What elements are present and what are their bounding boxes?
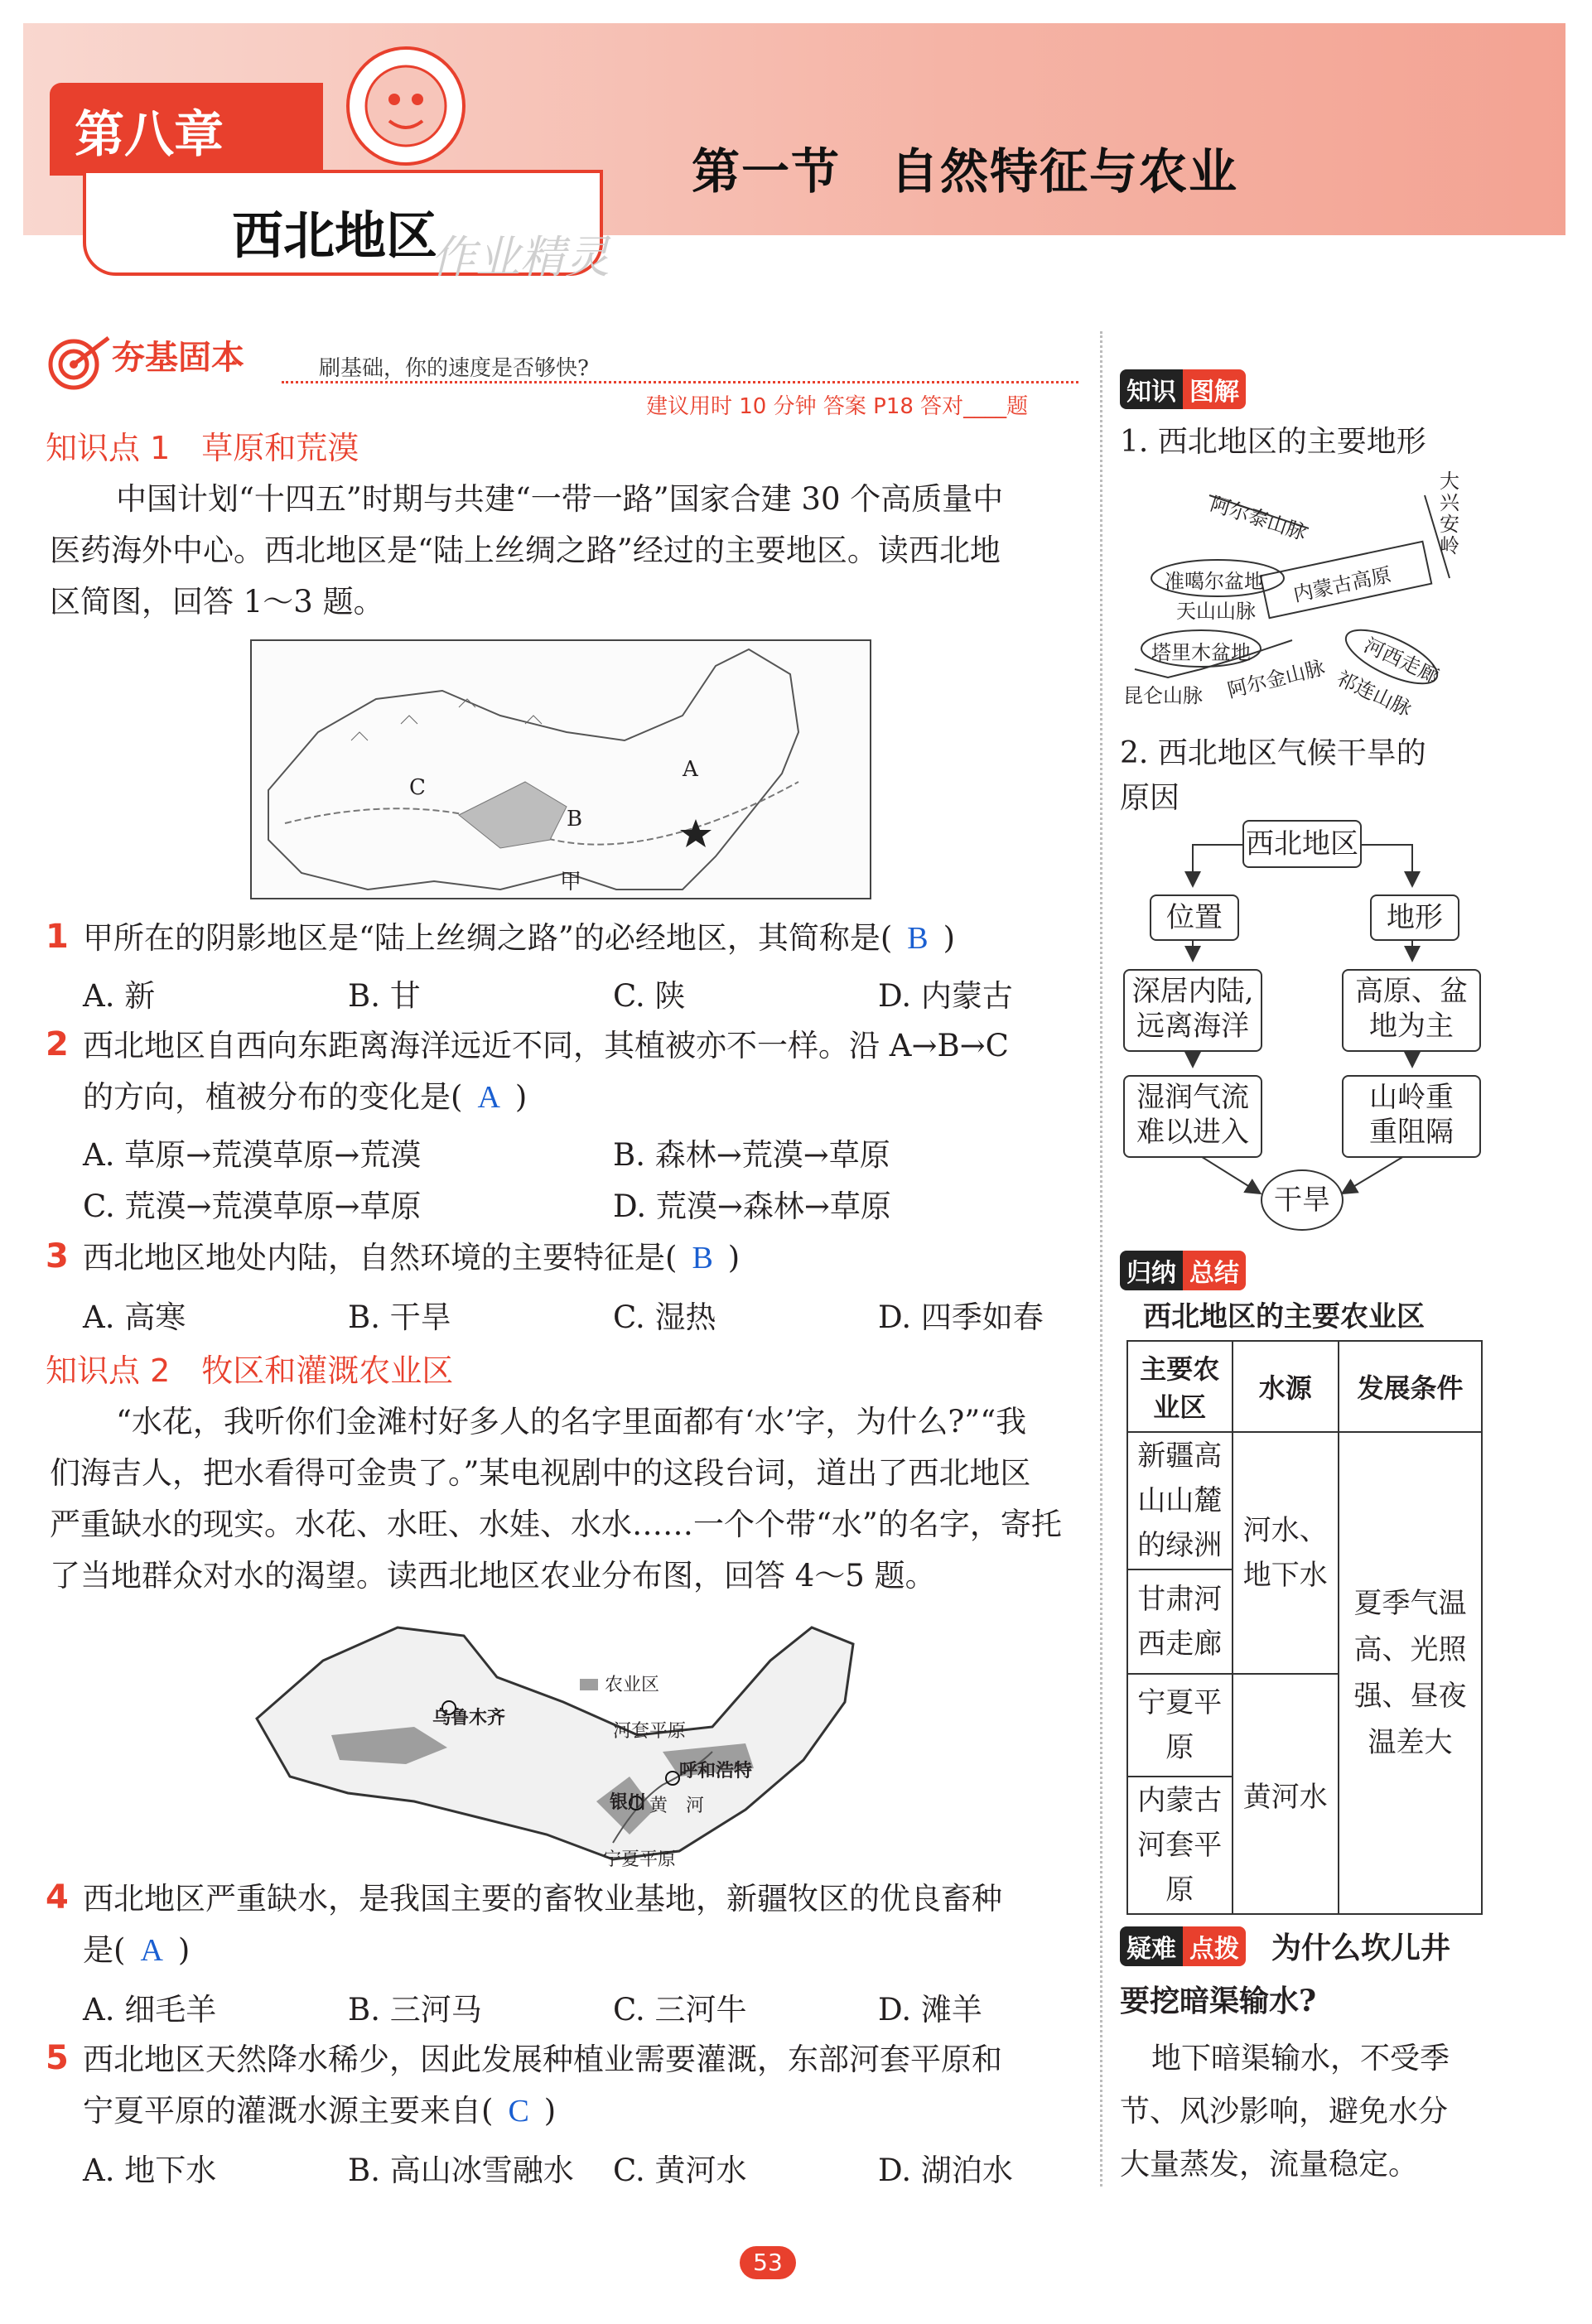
flow-right3-line1: 山岭重 (1369, 1081, 1454, 1114)
terrain-altun: 阿尔金山脉 (1225, 655, 1328, 703)
kp1-intro-1: 中国计划“十四五”时期与共建“一带一路”国家合建 30 个高质量中 (116, 481, 1004, 517)
q1-option-a: A. 新 (83, 978, 156, 1014)
watermark: 作业精灵 (431, 231, 610, 283)
kp2-intro-3: 严重缺水的现实。水花、水旺、水娃、水水……一个个带“水”的名字，寄托 (50, 1507, 1062, 1542)
q1-option-c: C. 陕 (613, 978, 686, 1014)
map-label-c: C (409, 775, 426, 800)
q4-stem-text: 是( (83, 1932, 126, 1968)
q5-stem-line1: 西北地区天然降水稀少，因此发展种植业需要灌溉，东部河套平原和 (83, 2042, 1002, 2077)
terrain-heading: 1. 西北地区的主要地形 (1120, 425, 1426, 459)
q5-answer: C (508, 2094, 529, 2129)
terrain-junggar: 准噶尔盆地 (1165, 570, 1264, 593)
q4-stem-close: ) (177, 1932, 191, 1968)
target-icon (46, 331, 115, 391)
agriculture-table (1126, 1340, 1483, 1915)
flow-right3-line2: 重阻隔 (1369, 1116, 1454, 1149)
q5-option-b: B. 高山冰雪融水 (348, 2153, 574, 2188)
terrain-tarim: 塔里木盆地 (1151, 641, 1251, 664)
map2-label-urumqi: 乌鲁木齐 (432, 1708, 506, 1729)
table-title: 西北地区的主要农业区 (1143, 1300, 1425, 1333)
q2-option-a: A. 草原→荒漠草原→荒漠 (83, 1137, 422, 1173)
column-divider (1100, 331, 1102, 2187)
q3-option-c: C. 湿热 (613, 1299, 716, 1335)
flow-top: 西北地区 (1242, 820, 1362, 868)
chapter-label: 第八章 (75, 106, 224, 164)
table-header-row (1127, 1341, 1482, 1432)
map-label-b: B (567, 807, 583, 832)
q4-stem-line1: 西北地区严重缺水，是我国主要的畜牧业基地，新疆牧区的优良畜种 (83, 1881, 1002, 1917)
q3-option-a: A. 高寒 (83, 1299, 186, 1335)
banner-subtitle: 刷基础，你的速度是否够快? (319, 356, 589, 381)
tip-tag-b: 点拨 (1183, 1926, 1246, 1966)
summary-tag (1120, 1251, 1246, 1290)
banner-meta: 建议用时 10 分钟 答案 P18 答对____题 (646, 394, 1029, 419)
kp2-intro-2: 们海吉人，把水看得可金贵了。”某电视剧中的这段台词，道出了西北地区 (50, 1455, 1031, 1491)
tip-question-1: 为什么坎儿井 (1271, 1931, 1451, 1965)
q1-number: 1 (46, 918, 69, 956)
map2-label-yinchuan: 银川 (610, 1792, 647, 1813)
q1-stem (83, 913, 955, 964)
table-cell-water-2: 黄河水 (1233, 1674, 1339, 1914)
table-cell-conditions: 夏季气温高、光照强、昼夜温差大 (1339, 1432, 1482, 1914)
flow-left2 (1123, 969, 1262, 1052)
terrain-neimenggu: 内蒙古高原 (1290, 562, 1394, 607)
tip-answer-1: 地下暗渠输水，不受季 (1151, 2042, 1450, 2076)
flow-right2-line2: 地为主 (1369, 1010, 1454, 1043)
q3-number: 3 (46, 1237, 69, 1275)
agriculture-map (248, 1611, 878, 1876)
q4-number: 4 (46, 1878, 69, 1917)
q2-option-c: C. 荒漠→荒漠草原→草原 (83, 1189, 422, 1224)
map2-legend-label: 农业区 (605, 1675, 660, 1695)
q4-option-a: A. 细毛羊 (83, 1992, 217, 2027)
q2-option-b: B. 森林→荒漠→草原 (613, 1137, 890, 1173)
q4-answer: A (140, 1933, 163, 1968)
map2-label-ningxia: 宁夏平原 (603, 1849, 677, 1870)
terrain-tianshan: 天山山脉 (1176, 600, 1256, 623)
kp1-intro-2: 医药海外中心。西北地区是“陆上丝绸之路”经过的主要地区。读西北地 (50, 533, 1001, 568)
q4-option-b: B. 三河马 (348, 1992, 482, 2027)
terrain-kunlun: 昆仑山脉 (1123, 684, 1203, 707)
q3-option-b: B. 干旱 (348, 1299, 451, 1335)
terrain-hexi: 河西走廊 (1360, 633, 1443, 688)
page-number: 53 (740, 2246, 796, 2279)
terrain-diagram (1118, 470, 1491, 719)
table-header-water: 水源 (1233, 1341, 1339, 1432)
kp2-intro-1: “水花，我听你们金滩村好多人的名字里面都有‘水’字，为什么?”“我 (116, 1404, 1027, 1439)
q4-option-d: D. 滩羊 (878, 1992, 982, 2027)
q5-stem-line2 (83, 2085, 556, 2137)
table-row (1127, 1432, 1482, 1569)
q5-option-a: A. 地下水 (83, 2153, 217, 2188)
q3-option-d: D. 四季如春 (878, 1299, 1044, 1335)
q5-stem-text: 宁夏平原的灌溉水源主要来自( (83, 2093, 494, 2129)
mascot-icon (340, 40, 472, 172)
flow-left2-line2: 远离海洋 (1136, 1010, 1249, 1043)
drought-heading-1: 2. 西北地区气候干旱的 (1120, 736, 1426, 770)
q3-answer: B (692, 1241, 713, 1275)
kp1-title: 知识点 1 草原和荒漠 (46, 430, 359, 466)
tip-question-2: 要挖暗渠输水? (1120, 1984, 1317, 2018)
drought-heading-2: 原因 (1120, 781, 1180, 815)
map-label-jia: 甲 (560, 870, 582, 894)
diagram-tag (1120, 369, 1246, 409)
q5-option-d: D. 湖泊水 (878, 2153, 1013, 2188)
map2-label-hetao: 河套平原 (613, 1721, 687, 1742)
q2-option-d: D. 荒漠→森林→草原 (613, 1189, 891, 1224)
northwest-map (250, 639, 871, 899)
banner-title: 夯基固本 (112, 339, 244, 377)
flow-right2-line1: 高原、盆 (1355, 975, 1468, 1008)
summary-tag-b: 总结 (1183, 1251, 1246, 1290)
map-label-a: A (683, 757, 698, 782)
flow-right2 (1342, 969, 1481, 1052)
northwest-map-drawing (252, 641, 870, 898)
flow-left3 (1123, 1075, 1262, 1158)
tip-tag-a: 疑难 (1120, 1926, 1183, 1966)
q1-option-d: D. 内蒙古 (878, 978, 1013, 1014)
q2-number: 2 (46, 1025, 69, 1063)
table-cell-area-1: 新疆高山山麓的绿洲 (1127, 1432, 1233, 1569)
q1-stem-close: ) (943, 920, 956, 956)
flow-right: 地形 (1370, 894, 1459, 941)
q5-option-c: C. 黄河水 (613, 2153, 747, 2188)
q3-stem-close: ) (727, 1240, 741, 1275)
table-cell-area-4: 内蒙古河套平原 (1127, 1777, 1233, 1914)
agriculture-map-drawing (248, 1611, 878, 1876)
flow-left3-line1: 湿润气流 (1136, 1081, 1249, 1114)
table-cell-area-3: 宁夏平原 (1127, 1674, 1233, 1777)
kp2-title: 知识点 2 牧区和灌溉农业区 (46, 1352, 454, 1389)
terrain-qilian: 祁连山脉 (1333, 666, 1416, 721)
q3-stem-text: 西北地区地处内陆，自然环境的主要特征是( (83, 1240, 678, 1275)
flow-left: 位置 (1150, 894, 1239, 941)
table-cell-water-1: 河水、地下水 (1233, 1432, 1339, 1674)
diagram-tag-b: 图解 (1183, 369, 1246, 409)
flow-right3 (1342, 1075, 1481, 1158)
q1-option-b: B. 甘 (348, 978, 421, 1014)
q2-answer: A (477, 1080, 500, 1115)
q4-option-c: C. 三河牛 (613, 1992, 747, 2027)
kp1-intro-3: 区简图，回答 1～3 题。 (50, 584, 384, 620)
q4-stem-line2 (83, 1925, 190, 1976)
map2-label-hohhot: 呼和浩特 (679, 1761, 753, 1782)
table-header-area: 主要农业区 (1127, 1341, 1233, 1432)
map2-label-huanghe: 黄 河 (649, 1796, 705, 1816)
q3-stem (83, 1232, 740, 1284)
table-header-conditions: 发展条件 (1339, 1341, 1482, 1432)
q5-stem-close: ) (543, 2093, 557, 2129)
q1-stem-text: 甲所在的阴影地区是“陆上丝绸之路”的必经地区，其简称是( (83, 920, 893, 956)
tip-answer-3: 大量蒸发，流量稳定。 (1120, 2148, 1419, 2182)
terrain-altai: 阿尔泰山脉 (1207, 492, 1310, 545)
q2-stem-line1: 西北地区自西向东距离海洋远近不同，其植被亦不一样。沿 A→B→C (83, 1028, 1009, 1063)
flow-result: 干旱 (1261, 1169, 1344, 1231)
table-cell-area-2: 甘肃河西走廊 (1127, 1569, 1233, 1674)
q1-answer: B (907, 921, 929, 956)
q2-stem-close: ) (514, 1079, 528, 1115)
diagram-tag-a: 知识 (1120, 369, 1183, 409)
summary-tag-a: 归纳 (1120, 1251, 1183, 1290)
tip-answer-2: 节、风沙影响，避免水分 (1120, 2095, 1449, 2129)
kp2-intro-4: 了当地群众对水的渴望。读西北地区农业分布图，回答 4～5 题。 (50, 1558, 936, 1594)
q2-stem-line2 (83, 1072, 527, 1123)
section-title: 第一节 自然特征与农业 (692, 143, 1239, 200)
q2-stem-text: 的方向，植被分布的变化是( (83, 1079, 463, 1115)
banner-divider (282, 381, 1078, 383)
terrain-daxinganling: 大兴安岭 (1440, 470, 1459, 557)
tip-tag (1120, 1926, 1246, 1966)
flow-left2-line1: 深居内陆, (1131, 975, 1254, 1008)
flow-left3-line2: 难以进入 (1136, 1116, 1249, 1149)
region-label: 西北地区 (232, 205, 438, 266)
q5-number: 5 (46, 2039, 69, 2077)
